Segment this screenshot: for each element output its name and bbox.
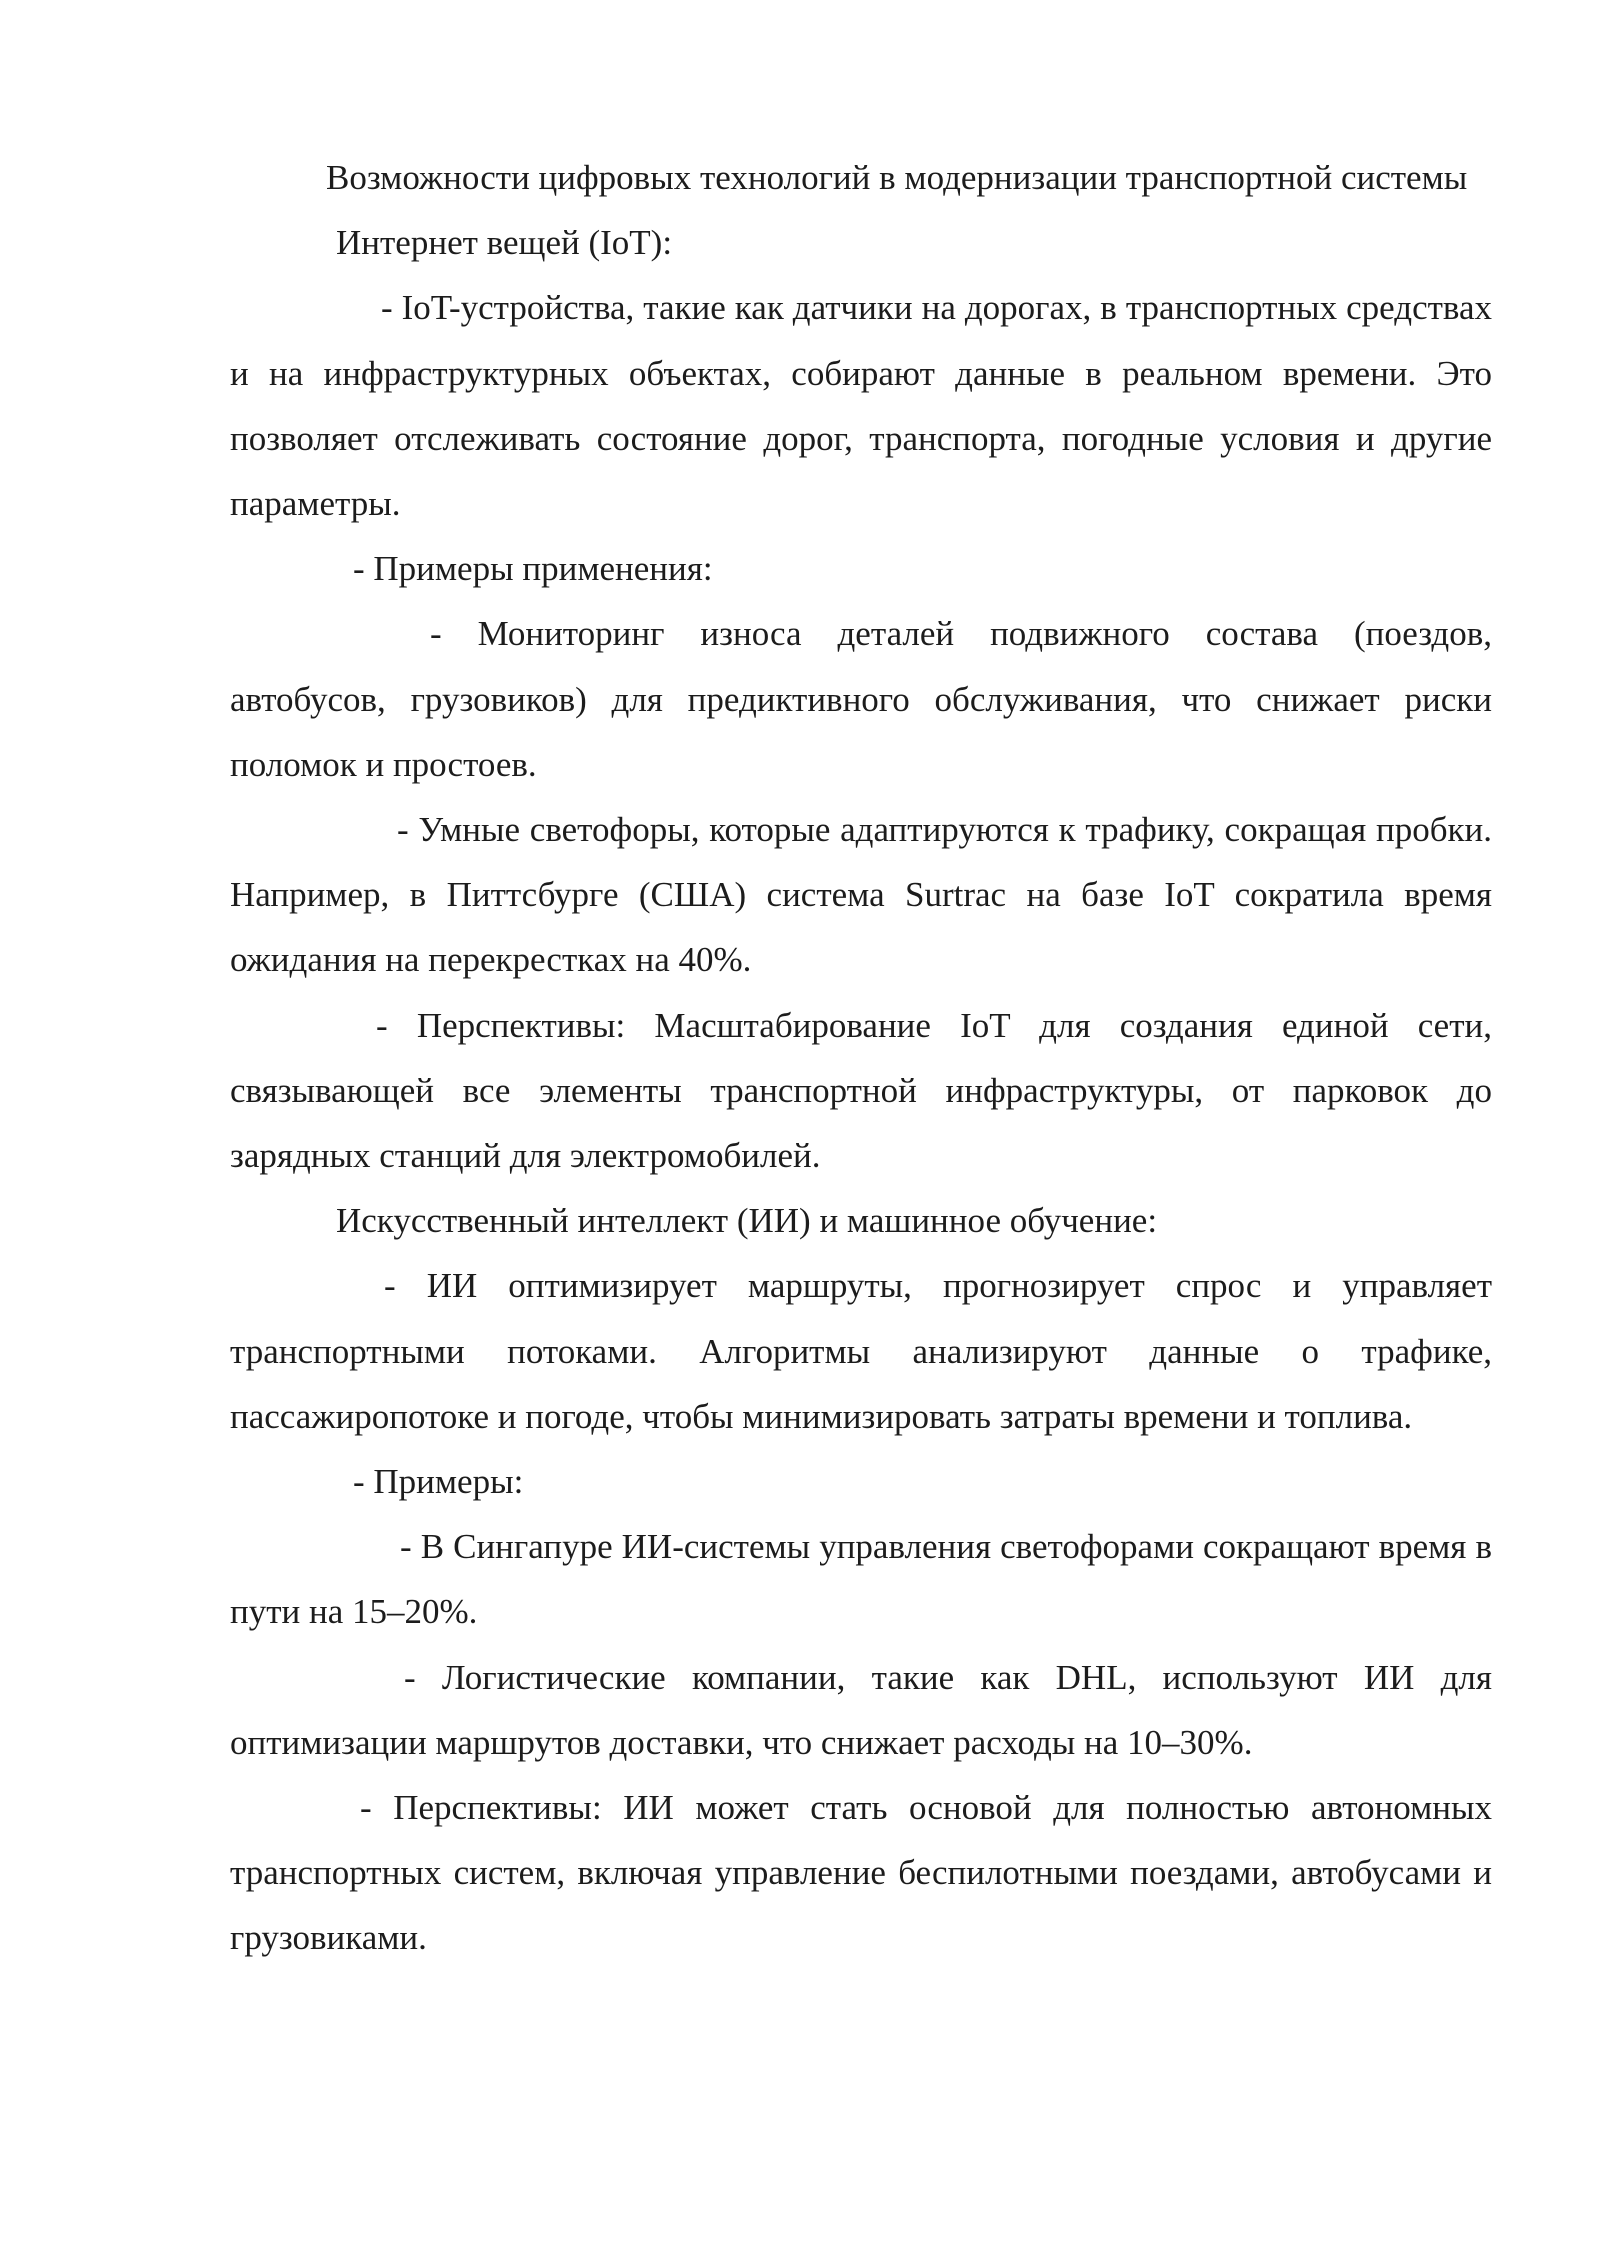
examples-heading-iot: - Примеры применения: (353, 549, 713, 589)
section-heading-ai: Искусственный интеллект (ИИ) и машинное обучение: (336, 1201, 1158, 1241)
section-intro-iot: - IoT-устройства, такие как датчики на дорогах, в транспортных средствах и на инфраструктурных объектах, собирают данные в реальном времени. Это позволяет отслеживать состояние дорог, транспорта, погодные условия и другие параметры. (230, 288, 1492, 524)
example-item-monitoring: - Мониторинг износа деталей подвижного состава (поездов, автобусов, грузовиков) для предиктивного обслуживания, что снижает риски поломок и простоев. (230, 614, 1492, 784)
examples-heading-ai: - Примеры: (353, 1462, 524, 1502)
example-item-singapore: - В Сингапуре ИИ-системы управления светофорами сокращают время в пути на 15–20%. (230, 1527, 1492, 1632)
example-item-logistics: - Логистические компании, такие как DHL, используют ИИ для оптимизации маршрутов доставки, что снижает расходы на 10–30%. (230, 1657, 1492, 1762)
document-body (230, 145, 1492, 1971)
document-title: Возможности цифровых технологий в модернизации транспортной системы (326, 158, 1468, 197)
perspectives-iot: - Перспективы: Масштабирование IoT для создания единой сети, связывающей все элементы транспортной инфраструктуры, от парковок до зарядных станций для электромобилей. (230, 1005, 1492, 1176)
perspectives-ai: - Перспективы: ИИ может стать основой для полностью автономных транспортных систем, включая управление беспилотными поездами, автобусами и грузовиками. (230, 1788, 1492, 1958)
example-item-smart-traffic-lights: - Умные светофоры, которые адаптируются к трафику, сокращая пробки. Например, в Питтсбурге (США) система Surtrac на базе IoT сократила время ожидания на перекрестках на 40%. (230, 810, 1492, 980)
section-heading-iot: Интернет вещей (IoT): (336, 223, 673, 263)
section-intro-ai: - ИИ оптимизирует маршруты, прогнозирует спрос и управляет транспортными потоками. Алгоритмы анализируют данные о трафике, пассажиропотоке и погоде, чтобы минимизировать затраты времени и топлива. (230, 1266, 1492, 1436)
